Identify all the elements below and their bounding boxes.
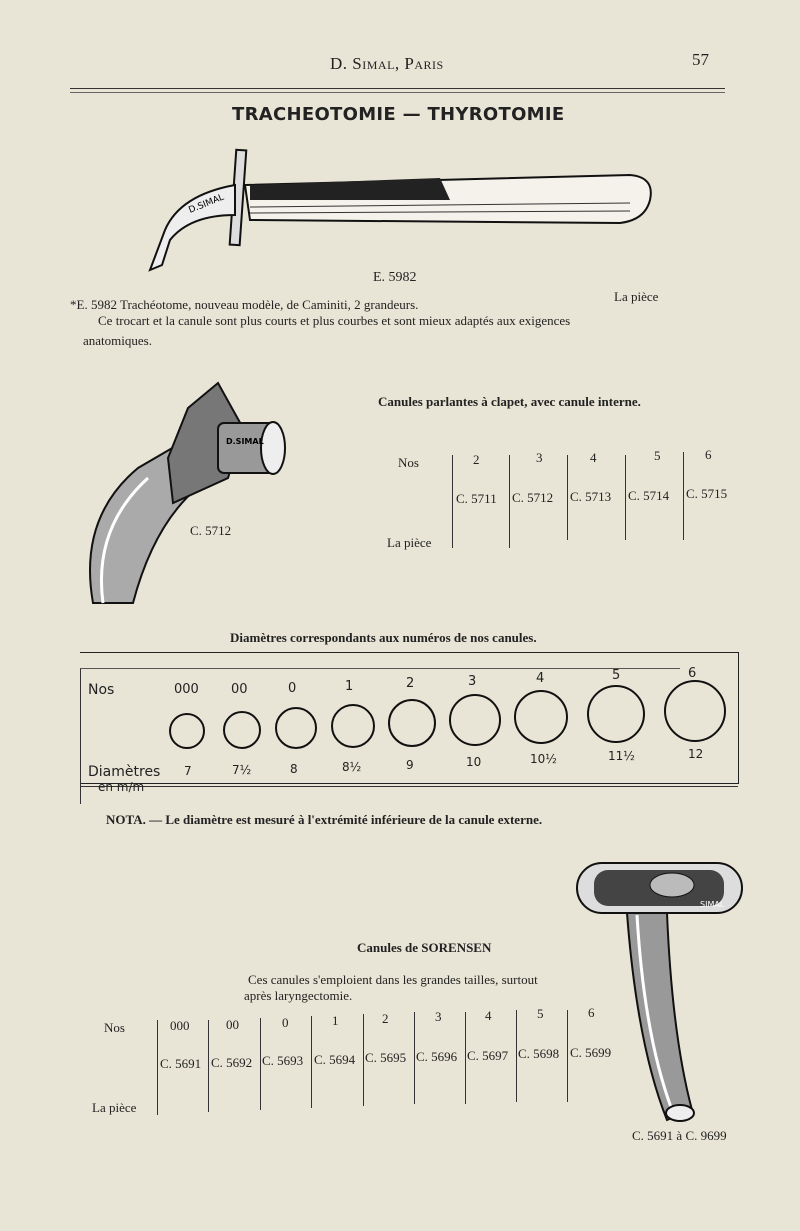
- speaking-code: C. 5712: [512, 490, 554, 505]
- figure-label-sorensen: C. 5691 à C. 9699: [632, 1128, 727, 1143]
- diameters-nos-label: Nos: [88, 682, 115, 698]
- diameter-circle-0: [276, 708, 316, 748]
- sorensen-code: C. 5691: [160, 1056, 202, 1071]
- speaking-table-price-label: La pièce: [387, 535, 432, 550]
- sorensen-engraving: SIMAL: [700, 900, 725, 909]
- sorensen-code: C. 5695: [365, 1050, 407, 1065]
- diameter-circle-00: [224, 712, 260, 748]
- speaking-code: C. 5715: [686, 486, 728, 501]
- diameter-circle-2: [389, 700, 435, 746]
- sorensen-code: C. 5697: [467, 1048, 509, 1063]
- running-header: D. Simal, Paris: [330, 54, 444, 73]
- sorensen-desc2: après laryngectomie.: [244, 988, 353, 1003]
- page-title: TRACHEOTOMIE — THYROTOMIE: [232, 104, 565, 125]
- diameter-value: 7½: [232, 763, 252, 777]
- sorensen-number: 5: [537, 1006, 544, 1021]
- speaking-number: 3: [536, 450, 543, 465]
- sorensen-cannula-illustration: [572, 855, 752, 1125]
- sorensen-code: C. 5696: [416, 1049, 458, 1064]
- speaking-cannula-heading: Canules parlantes à clapet, avec canule interne.: [378, 394, 641, 409]
- sorensen-number: 3: [435, 1009, 442, 1024]
- diameters-diam-label: Diamètres: [88, 764, 161, 780]
- item-e5982-line3: anatomiques.: [83, 333, 152, 348]
- diameter-number: 000: [174, 682, 199, 697]
- item-e5982-line2: Ce trocart et la canule sont plus courts et plus courbes et sont mieux adaptés aux exigences: [98, 313, 571, 328]
- speaking-number: 6: [705, 447, 712, 462]
- sorensen-code: C. 5694: [314, 1052, 356, 1067]
- diameters-nota: NOTA. — Le diamètre est mesuré à l'extrémité inférieure de la canule externe.: [106, 812, 543, 827]
- diameter-number: 4: [536, 671, 545, 686]
- speaking-table-nos-label: Nos: [398, 455, 419, 470]
- diameter-circle-4: [515, 691, 567, 743]
- item-e5982-price-label: La pièce: [614, 289, 659, 304]
- sorensen-code: C. 5693: [262, 1053, 304, 1068]
- diameter-value: 8½: [342, 760, 362, 774]
- diameter-circle-000: [170, 714, 204, 748]
- sorensen-number: 1: [332, 1013, 339, 1028]
- tracheotome-illustration: [140, 145, 660, 285]
- item-e5982-line1: *E. 5982 Trachéotome, nouveau modèle, de Caminiti, 2 grandeurs.: [70, 297, 419, 312]
- header-rule-thin: [70, 92, 725, 93]
- sorensen-code: C. 5698: [518, 1046, 560, 1061]
- diameter-value: 8: [290, 762, 298, 776]
- diameters-unit-label: en m/m: [98, 780, 145, 794]
- page-number: 57: [692, 50, 709, 69]
- diameter-value: 11½: [608, 749, 635, 763]
- diameter-number: 6: [688, 666, 697, 681]
- sorensen-table-nos-label: Nos: [104, 1020, 125, 1035]
- instrument-engraving: D.SIMAL: [187, 192, 226, 216]
- speaking-number: 2: [473, 452, 480, 467]
- diameter-value: 10½: [530, 752, 557, 766]
- sorensen-desc1: Ces canules s'emploient dans les grandes tailles, surtout: [248, 972, 538, 987]
- diameter-value: 10: [466, 755, 482, 769]
- sorensen-number: 0: [282, 1015, 289, 1030]
- sorensen-code: C. 5699: [570, 1045, 612, 1060]
- sorensen-code: C. 5692: [211, 1055, 253, 1070]
- figure-label-e5982: E. 5982: [373, 270, 417, 285]
- diameter-number: 00: [231, 682, 248, 697]
- speaking-number: 5: [654, 448, 661, 463]
- diameter-number: 3: [468, 674, 477, 689]
- sorensen-number: 4: [485, 1008, 492, 1023]
- sorensen-number: 000: [170, 1018, 190, 1033]
- diameter-value: 7: [184, 764, 192, 778]
- diameter-number: 0: [288, 681, 297, 696]
- figure-label-c5712: C. 5712: [190, 523, 232, 538]
- speaking-code: C. 5711: [456, 491, 497, 506]
- sorensen-table-price-label: La pièce: [92, 1100, 137, 1115]
- diameter-circle-1: [332, 705, 374, 747]
- sorensen-number: 00: [226, 1017, 239, 1032]
- diameter-value: 12: [688, 747, 704, 761]
- sorensen-heading: Canules de SORENSEN: [357, 940, 492, 955]
- speaking-code: C. 5713: [570, 489, 612, 504]
- sorensen-number: 6: [588, 1005, 595, 1020]
- speaking-code: C. 5714: [628, 488, 670, 503]
- speaking-cannula-illustration: [78, 378, 298, 628]
- header-rule: [70, 88, 725, 89]
- diameter-number: 2: [406, 676, 415, 691]
- diameter-number: 5: [612, 668, 621, 683]
- diameters-circles: [160, 665, 760, 785]
- diameters-heading: Diamètres correspondants aux numéros de nos canules.: [230, 630, 537, 645]
- sorensen-number: 2: [382, 1011, 389, 1026]
- diameter-circle-3: [450, 695, 500, 745]
- cannula-engraving: D.SIMAL: [226, 437, 264, 446]
- diameter-circle-6: [665, 681, 725, 741]
- diameter-value: 9: [406, 758, 414, 772]
- diameter-circle-5: [588, 686, 644, 742]
- speaking-number: 4: [590, 450, 597, 465]
- diameter-number: 1: [345, 679, 354, 694]
